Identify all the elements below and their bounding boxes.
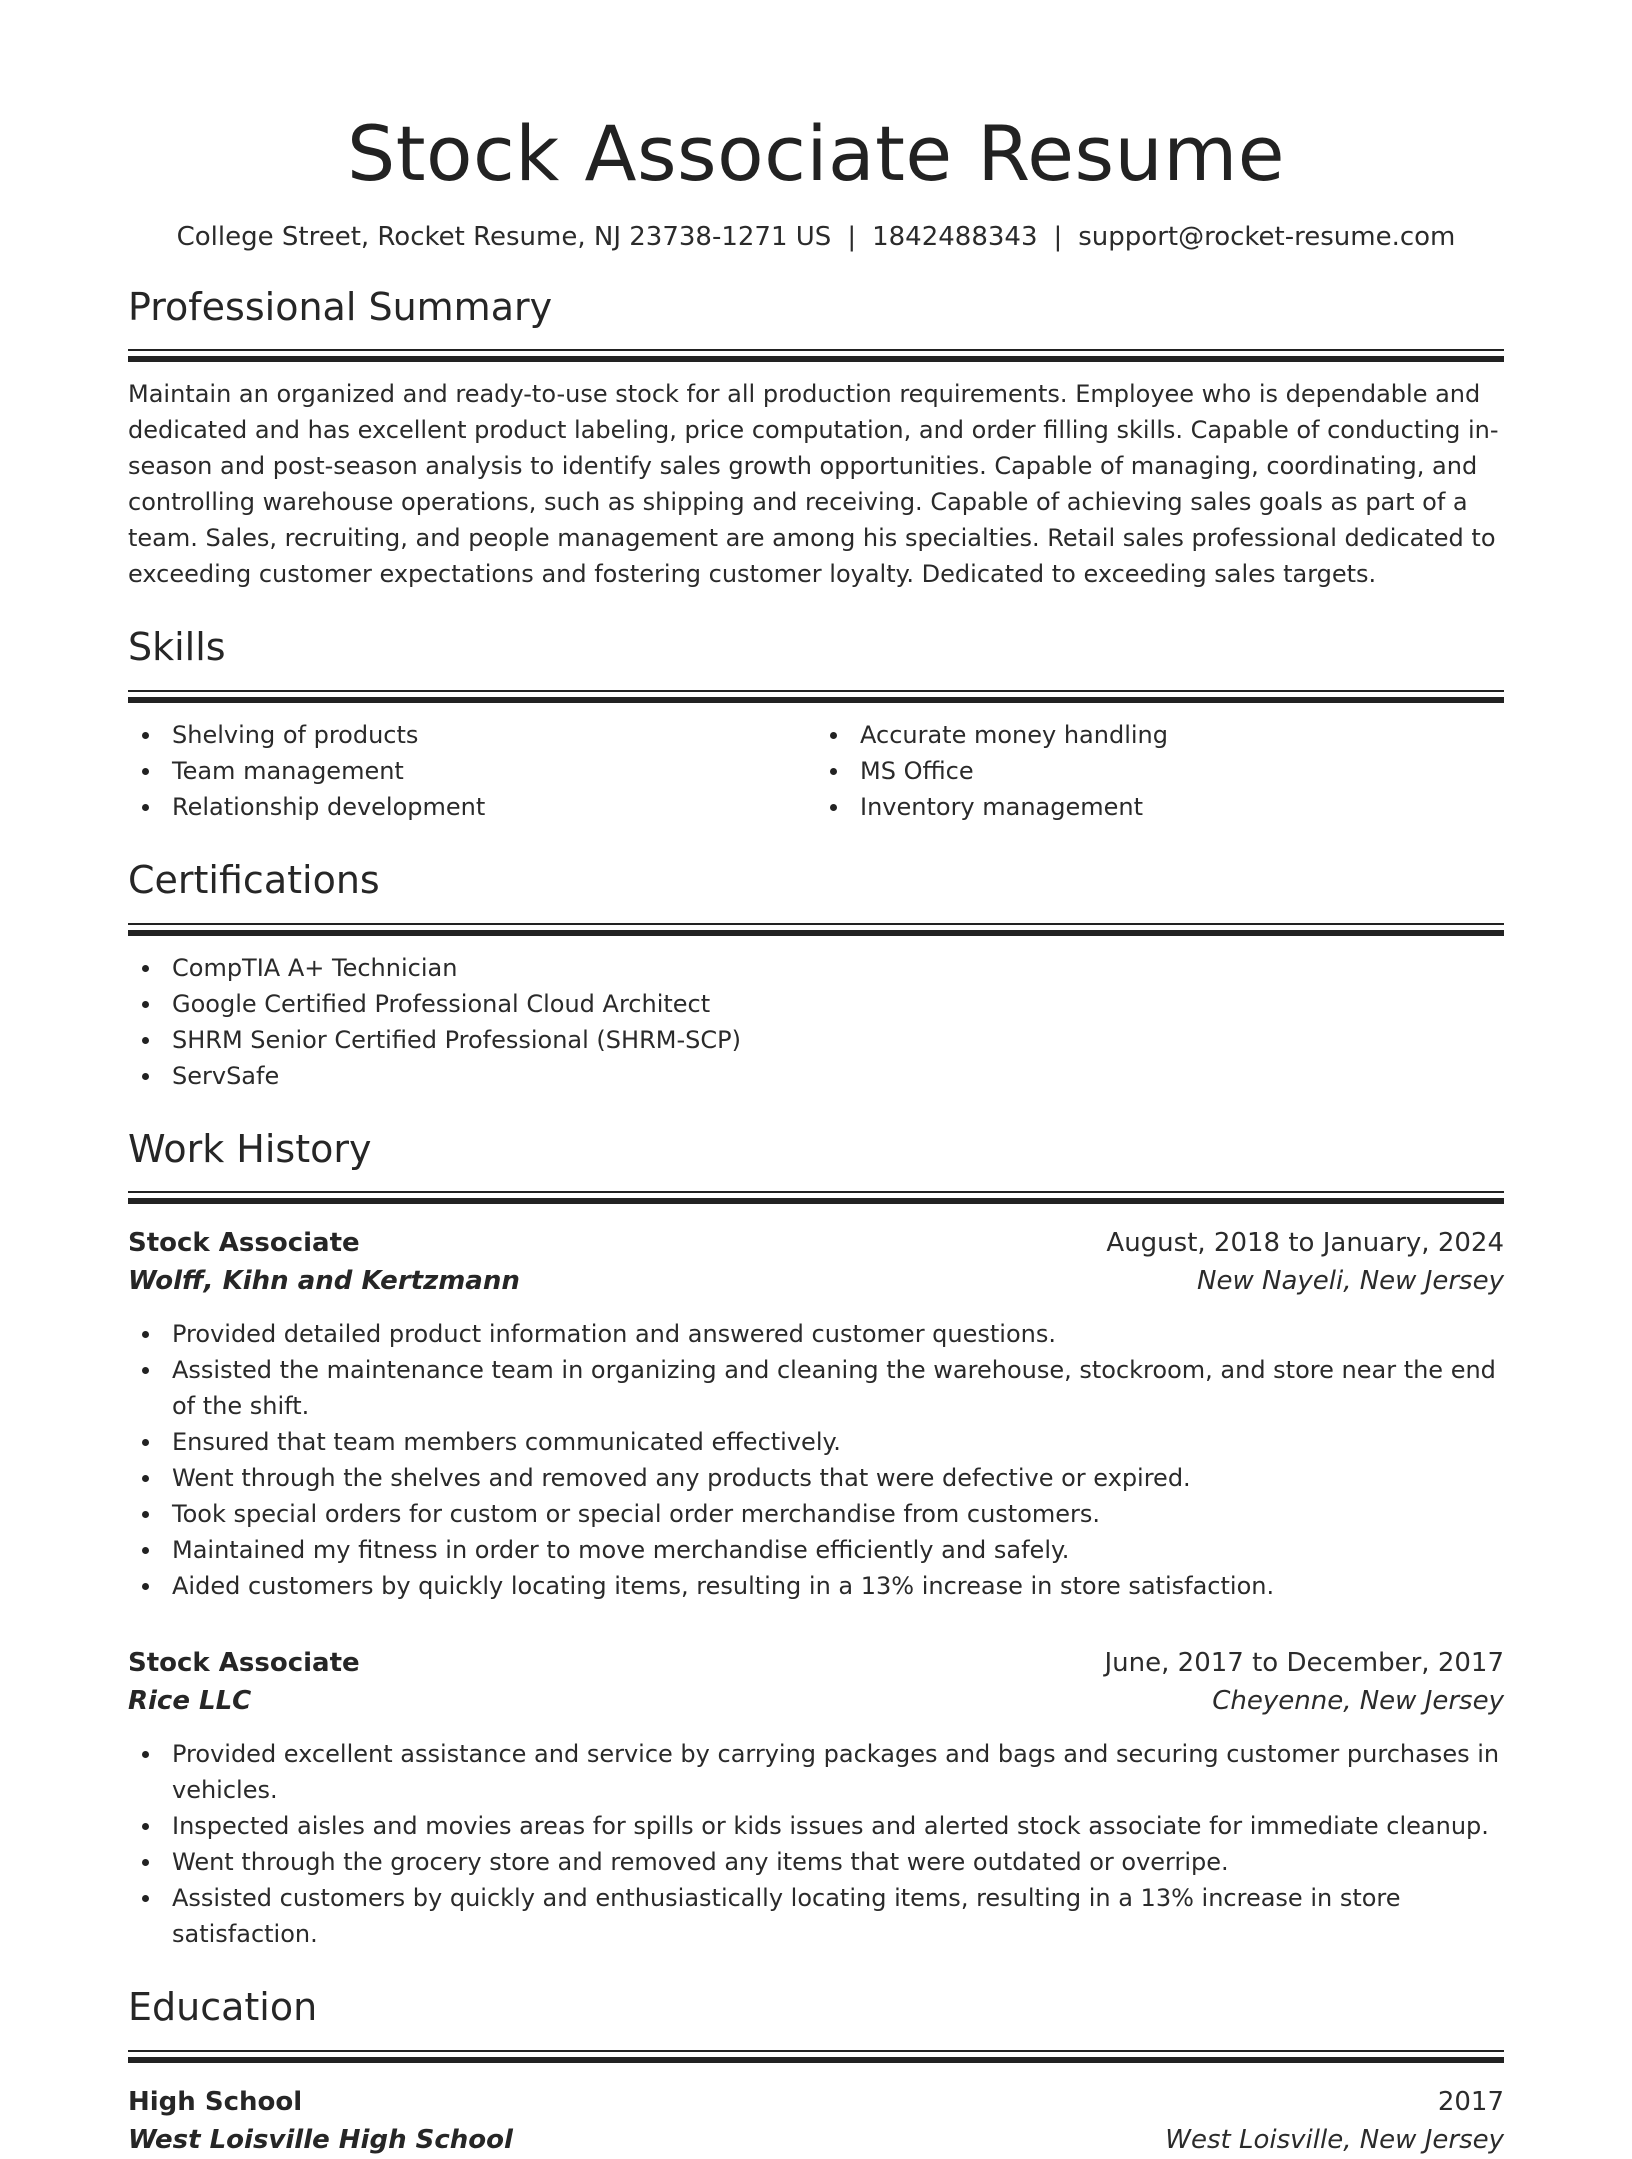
education-school: West Loisville High School	[128, 2125, 513, 2156]
education-header-row	[128, 2083, 1504, 2121]
skills-section	[128, 626, 1504, 825]
certification-item: SHRM Senior Certified Professional (SHRM-SCP)	[128, 1022, 1504, 1058]
job-company: Rice LLC	[128, 1686, 252, 1717]
skill-item: Team management	[128, 753, 816, 789]
job-duty-item: Ensured that team members communicated effectively.	[128, 1424, 1504, 1460]
education-school-row	[128, 2121, 1504, 2159]
education-year: 2017	[1437, 2087, 1504, 2118]
job-header-row	[128, 1644, 1504, 1682]
section-divider	[128, 690, 1504, 703]
job-entry	[128, 1644, 1504, 1952]
job-duty-item: Took special orders for custom or special order merchandise from customers.	[128, 1496, 1504, 1532]
job-duty-item: Went through the grocery store and removed any items that were outdated or overripe.	[128, 1844, 1504, 1880]
summary-text: Maintain an organized and ready-to-use stock for all production requirements. Employee who is dependable and dedicated and has excellent product labeling, price computation, and order filling skills. Capable of conducting in-season and post-season analysis to identify sales growth opportunities. Capable of managing, coordinating, and controlling warehouse operations, such as shipping and receiving. Capable of achieving sales goals as part of a team. Sales, recruiting, and people management are among his specialties. Retail sales professional dedicated to exceeding customer expectations and fostering customer loyalty. Dedicated to exceeding sales targets.	[128, 380, 1499, 589]
job-duties-list	[128, 1316, 1504, 1604]
job-duty-item: Aided customers by quickly locating items, resulting in a 13% increase in store satisfaction.	[128, 1568, 1504, 1604]
work-history-section	[128, 1128, 1504, 1953]
section-divider	[128, 2050, 1504, 2063]
job-duty-item: Maintained my fitness in order to move merchandise efficiently and safely.	[128, 1532, 1504, 1568]
job-title: Stock Associate	[128, 1648, 360, 1679]
job-header-row	[128, 1224, 1504, 1262]
job-title: Stock Associate	[128, 1228, 360, 1259]
contact-phone: 1842488343	[872, 221, 1038, 252]
contact-email: support@rocket-resume.com	[1078, 221, 1456, 252]
job-employer-row	[128, 1262, 1504, 1300]
section-divider	[128, 923, 1504, 936]
work-history-heading: Work History	[128, 1126, 372, 1171]
education-entry	[128, 2083, 1504, 2159]
job-employer-row	[128, 1682, 1504, 1720]
job-duty-item: Provided detailed product information and answered customer questions.	[128, 1316, 1504, 1352]
job-duty-item: Went through the shelves and removed any products that were defective or expired.	[128, 1460, 1504, 1496]
education-heading: Education	[128, 1985, 318, 2030]
contact-separator: |	[847, 221, 857, 252]
section-divider	[128, 1191, 1504, 1204]
skills-heading: Skills	[128, 625, 226, 670]
page-title: Stock Associate Resume	[346, 109, 1286, 198]
job-location: New Nayeli, New Jersey	[1197, 1266, 1504, 1297]
skill-item: MS Office	[816, 753, 1504, 789]
skill-item: Relationship development	[128, 789, 816, 825]
section-divider	[128, 349, 1504, 362]
job-dates: June, 2017 to December, 2017	[1104, 1648, 1504, 1679]
job-company: Wolff, Kihn and Kertzmann	[128, 1266, 520, 1297]
contact-address: College Street, Rocket Resume, NJ 23738-1271 US	[176, 221, 832, 252]
certifications-section	[128, 859, 1504, 1094]
certifications-heading: Certifications	[128, 857, 380, 902]
job-duty-item: Provided excellent assistance and service by carrying packages and bags and securing customer purchases in vehicles.	[128, 1736, 1504, 1808]
skill-item: Shelving of products	[128, 717, 816, 753]
skills-grid	[128, 717, 1504, 825]
contact-line	[128, 222, 1504, 252]
skills-left-list	[128, 717, 816, 825]
skill-item: Inventory management	[816, 789, 1504, 825]
certification-item: Google Certified Professional Cloud Architect	[128, 986, 1504, 1022]
skill-item: Accurate money handling	[816, 717, 1504, 753]
contact-separator: |	[1053, 221, 1063, 252]
job-location: Cheyenne, New Jersey	[1212, 1686, 1504, 1717]
job-entry	[128, 1224, 1504, 1604]
job-duty-item: Inspected aisles and movies areas for spills or kids issues and alerted stock associate for immediate cleanup.	[128, 1808, 1504, 1844]
job-duty-item: Assisted the maintenance team in organizing and cleaning the warehouse, stockroom, and store near the end of the shift.	[128, 1352, 1504, 1424]
job-duties-list	[128, 1736, 1504, 1952]
education-section	[128, 1986, 1504, 2159]
summary-section	[128, 286, 1504, 593]
certification-item: ServSafe	[128, 1058, 1504, 1094]
education-degree: High School	[128, 2087, 303, 2118]
education-location: West Loisville, New Jersey	[1165, 2125, 1504, 2156]
certifications-list	[128, 950, 1504, 1094]
certification-item: CompTIA A+ Technician	[128, 950, 1504, 986]
job-duty-item: Assisted customers by quickly and enthusiastically locating items, resulting in a 13% increase in store satisfaction.	[128, 1880, 1504, 1952]
skills-right-list	[816, 717, 1504, 825]
job-dates: August, 2018 to January, 2024	[1106, 1228, 1504, 1259]
summary-heading: Professional Summary	[128, 284, 553, 329]
